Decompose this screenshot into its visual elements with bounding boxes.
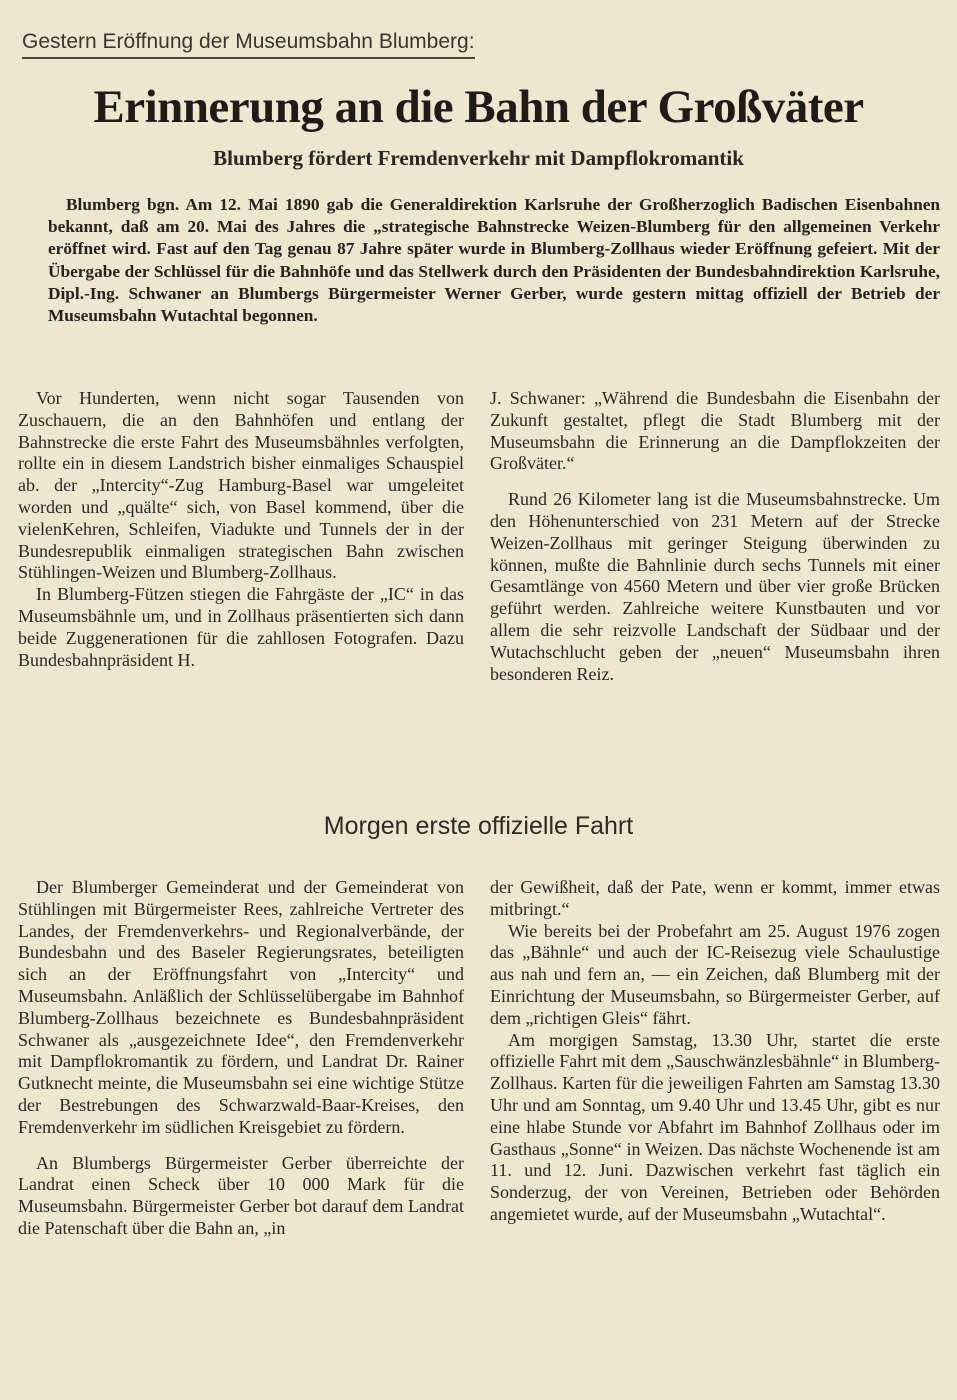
section2-column-right [490,877,940,1226]
paragraph: Am morgigen Samstag, 13.30 Uhr, startet die erste offizielle Fahrt mit dem „Sauschwänzlesbähnle“ in Blumberg-Zollhaus. Karten für die jeweiligen Fahrten am Samstag 13.30 Uhr und am Sonntag, um 9.40 Uhr und 13.45 Uhr, gibt es nur eine hlabe Stunde vor Abfahrt im Bahnhof Zollhaus oder im Gasthaus „Sonne“ in Weizen. Das nächste Wochenende ist am 11. und 12. Juni. Dazwischen verkehrt fast täglich ein Sonderzug, der von Vereinen, Betrieben oder Behörden angemietet wurde, auf der Museumsbahn „Wutachtal“. [490,1029,940,1224]
lead-text: Blumberg bgn. Am 12. Mai 1890 gab die Generaldirektion Karlsruhe der Großherzoglich Badischen Eisenbahnen bekannt, daß am 20. Mai des Jahres die „strategische Bahnstrecke Weizen-Blumberg für den allgemeinen Verkehr eröffnet wird. Fast auf den Tag genau 87 Jahre später wurde in Blumberg-Zollhaus wieder Eröffnung gefeiert. Mit der Übergabe der Schlüssel für die Bahnhöfe und das Stellwerk durch den Präsidenten der Bundesbahndirektion Karlsruhe, Dipl.-Ing. Schwaner an Blumbergs Bürgermeister Werner Gerber, wurde gestern mittag offiziell der Betrieb der Museumsbahn Wutachtal begonnen. [48,195,940,326]
headline: Erinnerung an die Bahn der Großväter [93,81,864,133]
subheadline: Blumberg fördert Fremdenverkehr mit Dampflokromantik [213,146,744,170]
paragraph: Rund 26 Kilometer lang ist die Museumsbahnstrecke. Um den Höhenunterschied von 231 Metern auf der Strecke Weizen-Zollhaus mit geringer Steigung überwinden zu können, mußte die Bahnlinie durch sechs Tunnels mit einer Gesamtlänge von 4560 Metern und über vier große Brücken geführt werden. Zahlreiche weitere Kunstbauten und vor allem die sehr reizvolle Landschaft der Südbaar und der Wutachschlucht geben der „neuen“ Museumsbahn ihren besonderen Reiz. [490,489,940,684]
paragraph: In Blumberg-Fützen stiegen die Fahrgäste der „IC“ in das Museumsbähnle um, und in Zollhaus präsentierten sich dann beide Zuggenerationen für die zahllosen Fotografen. Dazu Bundesbahnpräsident H. [18,584,464,670]
section1-column-right [490,388,940,685]
paragraph: Wie bereits bei der Probefahrt am 25. August 1976 zogen das „Bähnle“ und auch der IC-Reisezug viele Schaulustige aus nah und fern an, — ein Zeichen, daß Blumberg mit der Einrichtung der Museumsbahn, so Bürgermeister Gerber, auf dem „richtigen Gleis“ fährt. [490,920,940,1028]
paragraph: Vor Hunderten, wenn nicht sogar Tausenden von Zuschauern, die an den Bahnhöfen und entlang der Bahnstrecke die erste Fahrt des Museumsbähnles verfolgten, rollte ein in diesem Landstrich bisher einmaliges Schauspiel ab. der „Intercity“-Zug Hamburg-Basel war umgeleitet worden und „quälte“ sich, von Basel kommend, über die vielenKehren, Schleifen, Viadukte und Tunnels der in der Bundesrepublik einmaligen strategischen Bahn zwischen Stühlingen-Weizen und Blumberg-Zollhaus. [18,388,464,583]
lead-paragraph [48,194,940,327]
section1-column-left [18,388,464,671]
section-heading: Morgen erste offizielle Fahrt [323,812,634,840]
paragraph: der Gewißheit, daß der Pate, wenn er kommt, immer etwas mitbringt.“ [490,877,940,919]
section2-column-left [18,877,464,1240]
kicker-line: Gestern Eröffnung der Museumsbahn Blumberg: [22,30,475,59]
paragraph: Der Blumberger Gemeinderat und der Gemeinderat von Stühlingen mit Bürgermeister Rees, zahlreiche Vertreter des Landes, der Fremdenverkehrs- und Regionalverbände, der Bundesbahn und des Baseler Regierungsrates, beteiligten sich an der Eröffnungsfahrt von „Intercity“ und Museumsbahn. Anläßlich der Schlüsselübergabe im Bahnhof Blumberg-Zollhaus bezeichnete es Bundesbahnpräsident Schwaner als „ausgezeichnete Idee“, den Fremdenverkehr mit Dampflokromantik zu fördern, und Landrat Dr. Rainer Gutknecht meinte, die Museumsbahn sei eine wichtige Stütze der Bestrebungen des Schwarzwald-Baar-Kreises, den Fremdenverkehr im südlichen Kreisgebiet zu fördern. [18,877,464,1137]
paragraph: An Blumbergs Bürgermeister Gerber überreichte der Landrat einen Scheck über 10 000 Mark für die Museumsbahn. Bürgermeister Gerber bot darauf dem Landrat die Patenschaft über die Bahn an, „in [18,1152,464,1238]
paragraph: J. Schwaner: „Während die Bundesbahn die Eisenbahn der Zukunft gestaltet, pflegt die Stadt Blumberg mit der Museumsbahn die Erinnerung an die Dampflokzeiten der Großväter.“ [490,388,940,474]
